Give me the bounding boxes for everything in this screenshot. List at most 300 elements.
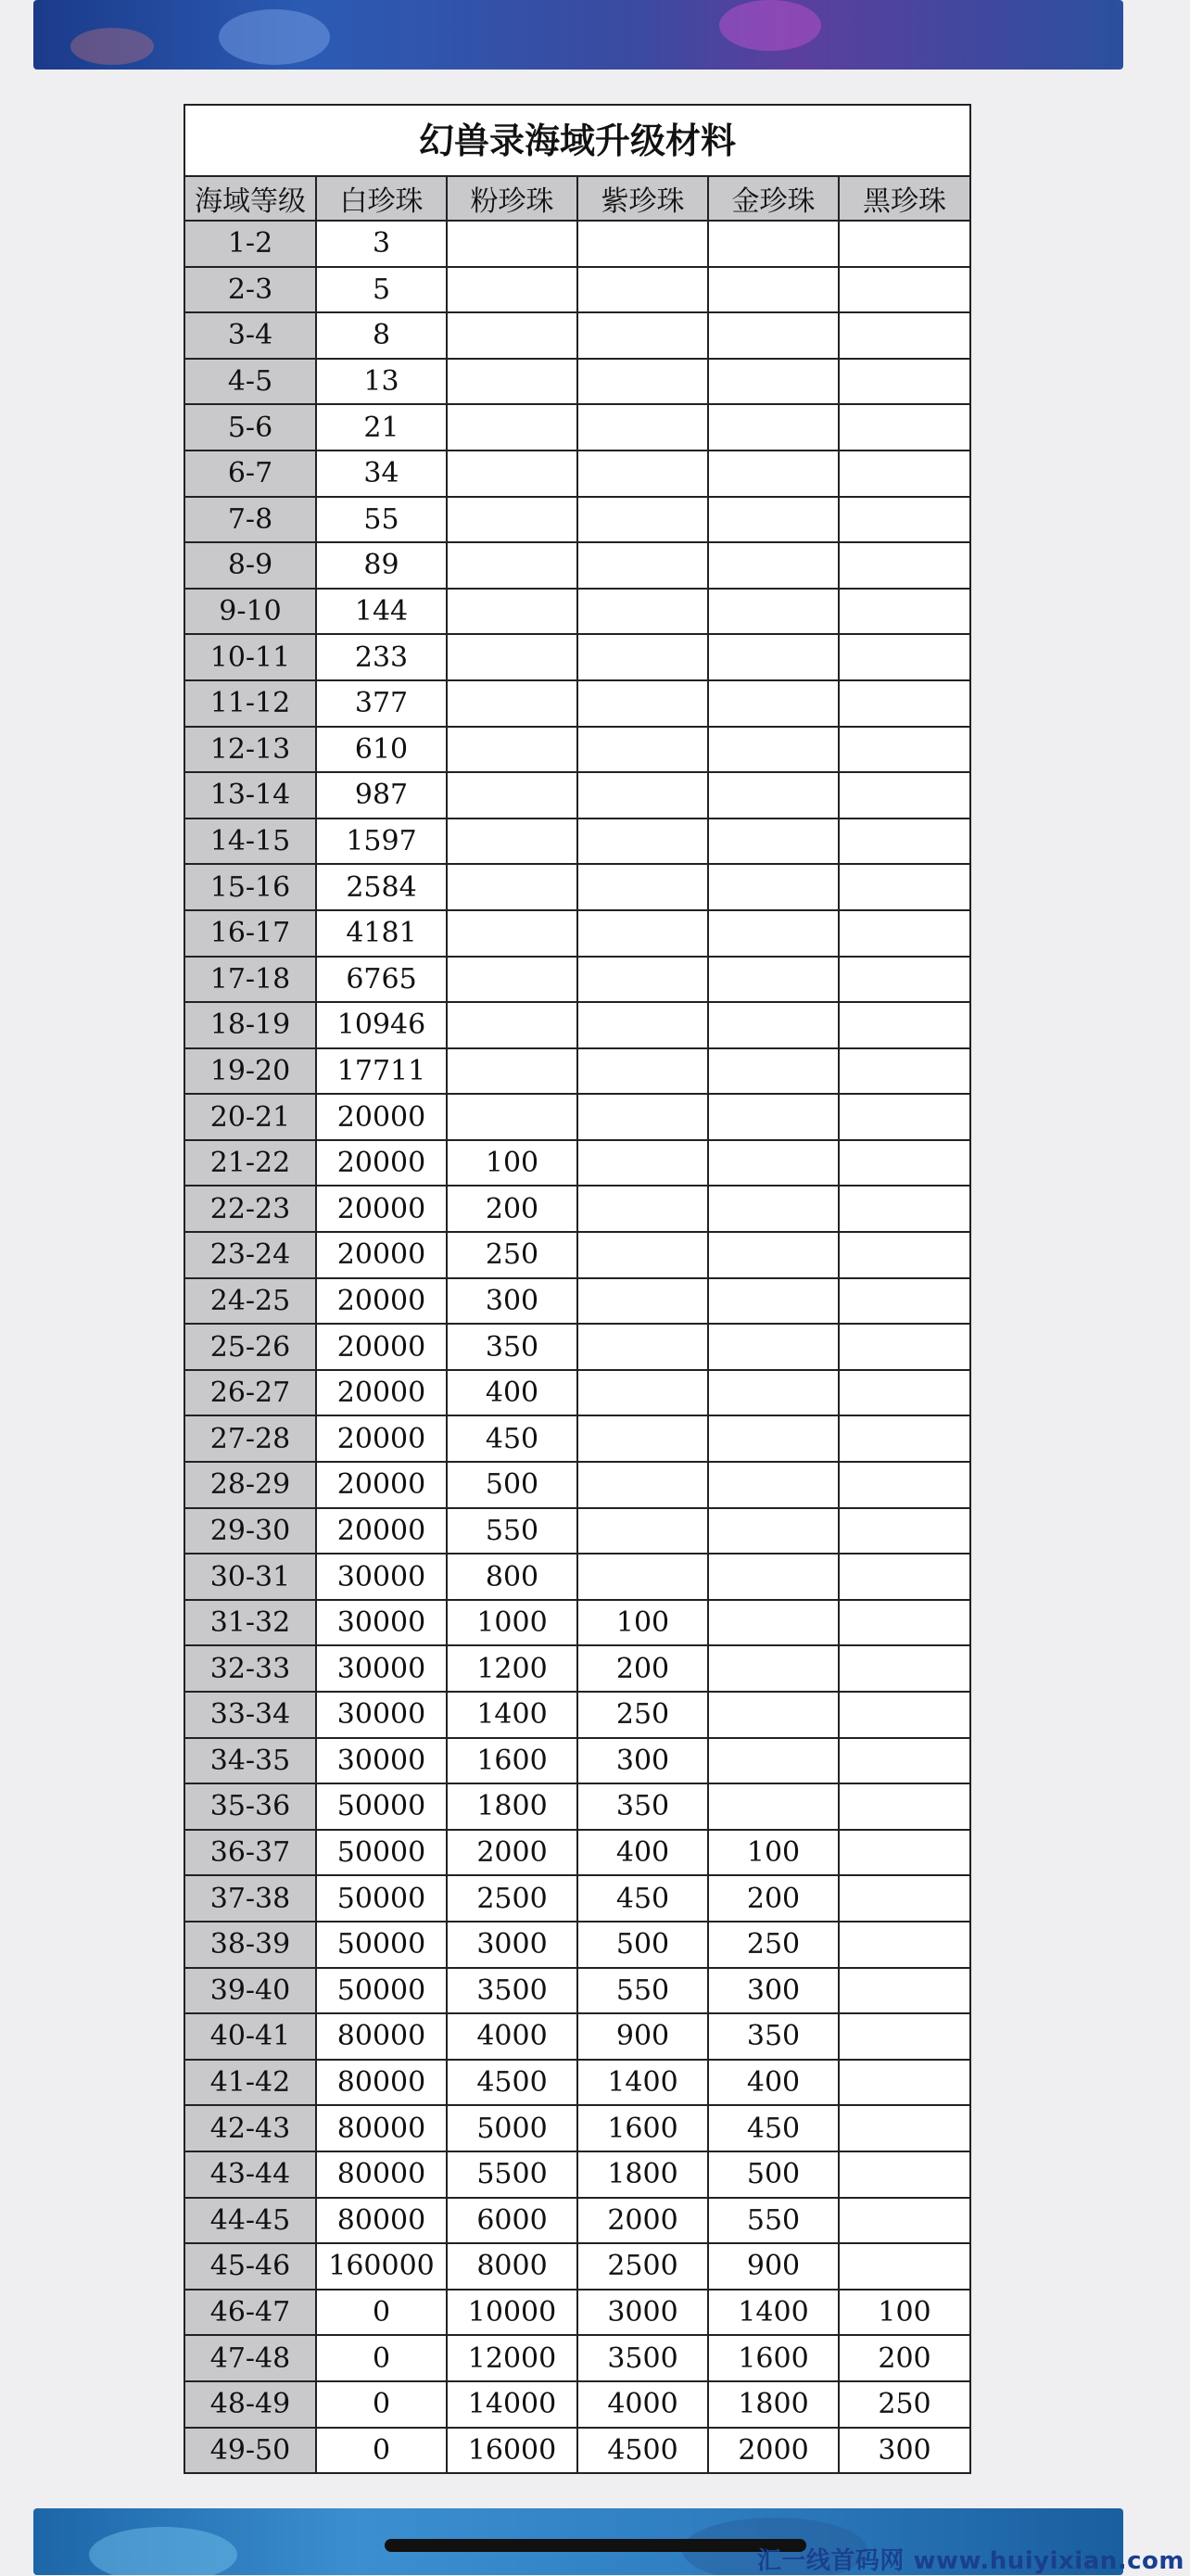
cell-level: 22-23 [185, 1186, 316, 1232]
cell-black-pearl [839, 772, 969, 818]
cell-pink-pearl [447, 818, 577, 865]
cell-level: 11-12 [185, 680, 316, 727]
cell-pink-pearl: 1200 [447, 1645, 577, 1692]
table-row [185, 1692, 969, 1738]
cell-purple-pearl [577, 1186, 708, 1232]
cell-purple-pearl [577, 1140, 708, 1186]
cell-gold-pearl: 1600 [708, 2335, 839, 2381]
cell-gold-pearl: 200 [708, 1875, 839, 1922]
cell-level: 26-27 [185, 1370, 316, 1416]
cell-pink-pearl [447, 1002, 577, 1048]
cell-white-pearl: 30000 [316, 1692, 447, 1738]
cell-gold-pearl [708, 404, 839, 450]
cell-white-pearl: 0 [316, 2335, 447, 2381]
cell-pink-pearl: 12000 [447, 2335, 577, 2381]
table-row [185, 1324, 969, 1370]
cell-black-pearl [839, 1186, 969, 1232]
cell-black-pearl [839, 1278, 969, 1325]
cell-level: 2-3 [185, 267, 316, 313]
header-purple-pearl: 紫珍珠 [577, 177, 708, 221]
cell-black-pearl: 250 [839, 2381, 969, 2428]
cell-gold-pearl [708, 1462, 839, 1508]
cell-black-pearl [839, 2105, 969, 2151]
cell-purple-pearl [577, 312, 708, 359]
table-header-row [185, 177, 969, 221]
cell-pink-pearl: 1400 [447, 1692, 577, 1738]
table-row [185, 542, 969, 589]
table-row [185, 450, 969, 497]
cell-pink-pearl [447, 542, 577, 589]
upgrade-materials-table [185, 177, 969, 2472]
cell-purple-pearl: 300 [577, 1738, 708, 1784]
cell-pink-pearl [447, 864, 577, 910]
cell-white-pearl: 17711 [316, 1048, 447, 1095]
cell-pink-pearl: 800 [447, 1554, 577, 1600]
cell-gold-pearl [708, 1600, 839, 1646]
cell-black-pearl [839, 267, 969, 313]
cell-gold-pearl [708, 542, 839, 589]
cell-purple-pearl [577, 634, 708, 680]
table-row [185, 1186, 969, 1232]
cell-pink-pearl: 5000 [447, 2105, 577, 2151]
cell-white-pearl: 6765 [316, 957, 447, 1003]
cell-purple-pearl: 350 [577, 1783, 708, 1830]
cell-level: 5-6 [185, 404, 316, 450]
table-row [185, 1094, 969, 1140]
cell-pink-pearl: 4500 [447, 2060, 577, 2106]
cell-pink-pearl [447, 404, 577, 450]
cell-level: 10-11 [185, 634, 316, 680]
cell-gold-pearl [708, 1232, 839, 1278]
table-body [185, 221, 969, 2472]
cell-purple-pearl [577, 1094, 708, 1140]
cell-black-pearl [839, 450, 969, 497]
cell-gold-pearl [708, 1508, 839, 1554]
cell-black-pearl [839, 1048, 969, 1095]
cell-purple-pearl [577, 359, 708, 405]
cell-gold-pearl [708, 1783, 839, 1830]
cell-level: 32-33 [185, 1645, 316, 1692]
cell-pink-pearl [447, 359, 577, 405]
cell-pink-pearl: 10000 [447, 2290, 577, 2336]
table-row [185, 2428, 969, 2473]
cell-white-pearl: 20000 [316, 1508, 447, 1554]
table-row [185, 2198, 969, 2244]
cell-level: 25-26 [185, 1324, 316, 1370]
cell-purple-pearl [577, 497, 708, 543]
cell-level: 17-18 [185, 957, 316, 1003]
cell-white-pearl: 80000 [316, 2151, 447, 2198]
cell-purple-pearl: 200 [577, 1645, 708, 1692]
cell-purple-pearl: 250 [577, 1692, 708, 1738]
cell-purple-pearl [577, 864, 708, 910]
cell-level: 36-37 [185, 1830, 316, 1876]
cell-white-pearl: 144 [316, 589, 447, 635]
cell-pink-pearl: 1600 [447, 1738, 577, 1784]
cell-pink-pearl: 400 [447, 1370, 577, 1416]
cell-level: 13-14 [185, 772, 316, 818]
cell-gold-pearl [708, 818, 839, 865]
cell-pink-pearl [447, 910, 577, 957]
cell-white-pearl: 20000 [316, 1415, 447, 1462]
cell-black-pearl [839, 1830, 969, 1876]
cell-white-pearl: 20000 [316, 1140, 447, 1186]
cell-purple-pearl: 1800 [577, 2151, 708, 2198]
cell-level: 6-7 [185, 450, 316, 497]
cell-white-pearl: 80000 [316, 2060, 447, 2106]
table-row [185, 1645, 969, 1692]
cell-gold-pearl: 100 [708, 1830, 839, 1876]
cell-pink-pearl [447, 680, 577, 727]
cell-gold-pearl: 1400 [708, 2290, 839, 2336]
cell-black-pearl [839, 1645, 969, 1692]
cell-level: 46-47 [185, 2290, 316, 2336]
cell-purple-pearl: 4000 [577, 2381, 708, 2428]
cell-purple-pearl [577, 450, 708, 497]
cell-black-pearl [839, 589, 969, 635]
cell-purple-pearl [577, 1415, 708, 1462]
cell-white-pearl: 20000 [316, 1370, 447, 1416]
cell-black-pearl [839, 359, 969, 405]
cell-purple-pearl [577, 680, 708, 727]
cell-purple-pearl [577, 957, 708, 1003]
banner-decoration [89, 2527, 237, 2575]
cell-level: 28-29 [185, 1462, 316, 1508]
cell-gold-pearl [708, 1554, 839, 1600]
cell-pink-pearl: 550 [447, 1508, 577, 1554]
cell-black-pearl [839, 727, 969, 773]
table-row [185, 2105, 969, 2151]
table-row [185, 1600, 969, 1646]
cell-purple-pearl [577, 221, 708, 267]
cell-black-pearl [839, 1415, 969, 1462]
cell-black-pearl [839, 2060, 969, 2106]
cell-black-pearl [839, 864, 969, 910]
cell-pink-pearl [447, 1048, 577, 1095]
cell-black-pearl [839, 1922, 969, 1968]
cell-white-pearl: 20000 [316, 1094, 447, 1140]
cell-gold-pearl: 1800 [708, 2381, 839, 2428]
table-row [185, 1462, 969, 1508]
cell-level: 3-4 [185, 312, 316, 359]
cell-black-pearl [839, 1002, 969, 1048]
watermark-text: 汇一线首码网 www.huiyixian.com [756, 2547, 1184, 2575]
cell-black-pearl [839, 1738, 969, 1784]
cell-gold-pearl [708, 221, 839, 267]
cell-white-pearl: 10946 [316, 1002, 447, 1048]
table-row [185, 1232, 969, 1278]
cell-black-pearl [839, 1232, 969, 1278]
cell-gold-pearl [708, 359, 839, 405]
cell-pink-pearl [447, 497, 577, 543]
cell-purple-pearl [577, 404, 708, 450]
cell-gold-pearl [708, 864, 839, 910]
cell-pink-pearl: 14000 [447, 2381, 577, 2428]
cell-white-pearl: 20000 [316, 1324, 447, 1370]
cell-pink-pearl: 300 [447, 1278, 577, 1325]
cell-white-pearl: 50000 [316, 1783, 447, 1830]
table-row [185, 818, 969, 865]
cell-level: 45-46 [185, 2243, 316, 2290]
cell-level: 4-5 [185, 359, 316, 405]
header-gold-pearl: 金珍珠 [708, 177, 839, 221]
table-row [185, 910, 969, 957]
cell-gold-pearl: 400 [708, 2060, 839, 2106]
table-row [185, 1830, 969, 1876]
cell-gold-pearl [708, 1370, 839, 1416]
cell-purple-pearl: 450 [577, 1875, 708, 1922]
table-row [185, 1278, 969, 1325]
header-black-pearl: 黑珍珠 [839, 177, 969, 221]
table-row [185, 2335, 969, 2381]
header-white-pearl: 白珍珠 [316, 177, 447, 221]
cell-white-pearl: 30000 [316, 1600, 447, 1646]
cell-white-pearl: 20000 [316, 1232, 447, 1278]
cell-white-pearl: 4181 [316, 910, 447, 957]
cell-black-pearl [839, 680, 969, 727]
table-row [185, 772, 969, 818]
cell-white-pearl: 50000 [316, 1968, 447, 2014]
cell-white-pearl: 987 [316, 772, 447, 818]
cell-white-pearl: 50000 [316, 1875, 447, 1922]
cell-pink-pearl: 350 [447, 1324, 577, 1370]
cell-level: 29-30 [185, 1508, 316, 1554]
cell-level: 14-15 [185, 818, 316, 865]
cell-pink-pearl [447, 1094, 577, 1140]
cell-white-pearl: 1597 [316, 818, 447, 865]
cell-white-pearl: 50000 [316, 1922, 447, 1968]
cell-pink-pearl: 5500 [447, 2151, 577, 2198]
cell-gold-pearl [708, 1186, 839, 1232]
cell-gold-pearl [708, 1278, 839, 1325]
table-row [185, 1140, 969, 1186]
cell-purple-pearl: 2000 [577, 2198, 708, 2244]
table-row [185, 1968, 969, 2014]
cell-pink-pearl: 3500 [447, 1968, 577, 2014]
cell-pink-pearl: 100 [447, 1140, 577, 1186]
cell-purple-pearl: 550 [577, 1968, 708, 2014]
table-row [185, 312, 969, 359]
cell-black-pearl [839, 1783, 969, 1830]
cell-purple-pearl: 3500 [577, 2335, 708, 2381]
cell-purple-pearl [577, 1278, 708, 1325]
cell-level: 12-13 [185, 727, 316, 773]
cell-level: 7-8 [185, 497, 316, 543]
cell-level: 44-45 [185, 2198, 316, 2244]
banner-decoration [719, 0, 821, 51]
table-row [185, 1875, 969, 1922]
cell-level: 8-9 [185, 542, 316, 589]
cell-white-pearl: 0 [316, 2290, 447, 2336]
cell-white-pearl: 5 [316, 267, 447, 313]
table-row [185, 497, 969, 543]
cell-purple-pearl: 400 [577, 1830, 708, 1876]
cell-purple-pearl [577, 1462, 708, 1508]
cell-pink-pearl [447, 772, 577, 818]
cell-black-pearl [839, 910, 969, 957]
cell-level: 42-43 [185, 2105, 316, 2151]
cell-white-pearl: 8 [316, 312, 447, 359]
cell-white-pearl: 21 [316, 404, 447, 450]
cell-level: 48-49 [185, 2381, 316, 2428]
cell-level: 21-22 [185, 1140, 316, 1186]
cell-purple-pearl [577, 1508, 708, 1554]
cell-pink-pearl: 2500 [447, 1875, 577, 1922]
cell-gold-pearl [708, 1645, 839, 1692]
cell-black-pearl [839, 312, 969, 359]
table-row [185, 680, 969, 727]
table-row [185, 957, 969, 1003]
cell-purple-pearl: 100 [577, 1600, 708, 1646]
table-row [185, 2243, 969, 2290]
home-indicator[interactable] [385, 2539, 806, 2552]
cell-purple-pearl [577, 727, 708, 773]
cell-pink-pearl [447, 957, 577, 1003]
cell-white-pearl: 13 [316, 359, 447, 405]
cell-white-pearl: 377 [316, 680, 447, 727]
cell-gold-pearl [708, 1415, 839, 1462]
cell-black-pearl [839, 1094, 969, 1140]
cell-gold-pearl [708, 957, 839, 1003]
table-row [185, 589, 969, 635]
cell-black-pearl [839, 1692, 969, 1738]
cell-level: 20-21 [185, 1094, 316, 1140]
cell-gold-pearl: 250 [708, 1922, 839, 1968]
cell-level: 47-48 [185, 2335, 316, 2381]
table-row [185, 1002, 969, 1048]
cell-black-pearl [839, 2243, 969, 2290]
banner-decoration [70, 28, 154, 65]
cell-level: 27-28 [185, 1415, 316, 1462]
table-row [185, 864, 969, 910]
banner-decoration [219, 9, 330, 65]
cell-level: 1-2 [185, 221, 316, 267]
cell-black-pearl [839, 1462, 969, 1508]
cell-gold-pearl: 2000 [708, 2428, 839, 2473]
cell-black-pearl [839, 1554, 969, 1600]
table-row [185, 1508, 969, 1554]
cell-white-pearl: 0 [316, 2381, 447, 2428]
cell-purple-pearl: 3000 [577, 2290, 708, 2336]
cell-gold-pearl [708, 1140, 839, 1186]
cell-gold-pearl [708, 727, 839, 773]
cell-pink-pearl [447, 589, 577, 635]
table-row [185, 404, 969, 450]
cell-level: 39-40 [185, 1968, 316, 2014]
cell-purple-pearl: 1400 [577, 2060, 708, 2106]
cell-level: 37-38 [185, 1875, 316, 1922]
cell-pink-pearl: 1800 [447, 1783, 577, 1830]
cell-pink-pearl: 2000 [447, 1830, 577, 1876]
cell-pink-pearl: 8000 [447, 2243, 577, 2290]
cell-black-pearl [839, 1968, 969, 2014]
cell-level: 33-34 [185, 1692, 316, 1738]
cell-pink-pearl: 450 [447, 1415, 577, 1462]
table-row [185, 2013, 969, 2060]
cell-black-pearl [839, 404, 969, 450]
cell-white-pearl: 2584 [316, 864, 447, 910]
cell-white-pearl: 30000 [316, 1645, 447, 1692]
cell-level: 40-41 [185, 2013, 316, 2060]
cell-gold-pearl: 500 [708, 2151, 839, 2198]
cell-white-pearl: 80000 [316, 2013, 447, 2060]
cell-purple-pearl: 1600 [577, 2105, 708, 2151]
cell-pink-pearl: 4000 [447, 2013, 577, 2060]
cell-black-pearl [839, 2198, 969, 2244]
cell-white-pearl: 20000 [316, 1278, 447, 1325]
cell-gold-pearl [708, 312, 839, 359]
cell-pink-pearl: 200 [447, 1186, 577, 1232]
cell-gold-pearl [708, 267, 839, 313]
cell-level: 35-36 [185, 1783, 316, 1830]
cell-pink-pearl: 500 [447, 1462, 577, 1508]
cell-pink-pearl: 1000 [447, 1600, 577, 1646]
cell-black-pearl: 300 [839, 2428, 969, 2473]
cell-level: 16-17 [185, 910, 316, 957]
cell-level: 34-35 [185, 1738, 316, 1784]
table-row [185, 1370, 969, 1416]
cell-gold-pearl [708, 1094, 839, 1140]
cell-gold-pearl: 350 [708, 2013, 839, 2060]
cell-level: 31-32 [185, 1600, 316, 1646]
cell-level: 18-19 [185, 1002, 316, 1048]
cell-level: 15-16 [185, 864, 316, 910]
cell-black-pearl [839, 1600, 969, 1646]
cell-white-pearl: 34 [316, 450, 447, 497]
cell-purple-pearl [577, 267, 708, 313]
cell-purple-pearl: 500 [577, 1922, 708, 1968]
cell-level: 19-20 [185, 1048, 316, 1095]
table-row [185, 1922, 969, 1968]
cell-pink-pearl [447, 634, 577, 680]
cell-white-pearl: 80000 [316, 2105, 447, 2151]
cell-black-pearl: 200 [839, 2335, 969, 2381]
cell-level: 9-10 [185, 589, 316, 635]
cell-purple-pearl [577, 910, 708, 957]
cell-purple-pearl [577, 589, 708, 635]
cell-purple-pearl [577, 1002, 708, 1048]
cell-gold-pearl: 450 [708, 2105, 839, 2151]
cell-pink-pearl [447, 450, 577, 497]
table-row [185, 2290, 969, 2336]
cell-gold-pearl [708, 680, 839, 727]
cell-purple-pearl [577, 1324, 708, 1370]
cell-gold-pearl [708, 1002, 839, 1048]
cell-white-pearl: 0 [316, 2428, 447, 2473]
cell-black-pearl [839, 2013, 969, 2060]
table-row [185, 2060, 969, 2106]
cell-white-pearl: 50000 [316, 1830, 447, 1876]
cell-gold-pearl [708, 634, 839, 680]
cell-white-pearl: 80000 [316, 2198, 447, 2244]
cell-white-pearl: 20000 [316, 1186, 447, 1232]
cell-gold-pearl [708, 589, 839, 635]
cell-purple-pearl [577, 1232, 708, 1278]
cell-gold-pearl: 550 [708, 2198, 839, 2244]
table-row [185, 359, 969, 405]
cell-purple-pearl: 4500 [577, 2428, 708, 2473]
table-row [185, 1554, 969, 1600]
cell-white-pearl: 610 [316, 727, 447, 773]
cell-white-pearl: 233 [316, 634, 447, 680]
cell-white-pearl: 20000 [316, 1462, 447, 1508]
cell-gold-pearl [708, 497, 839, 543]
cell-pink-pearl [447, 267, 577, 313]
cell-level: 23-24 [185, 1232, 316, 1278]
cell-purple-pearl [577, 1048, 708, 1095]
cell-black-pearl [839, 1370, 969, 1416]
cell-pink-pearl [447, 727, 577, 773]
